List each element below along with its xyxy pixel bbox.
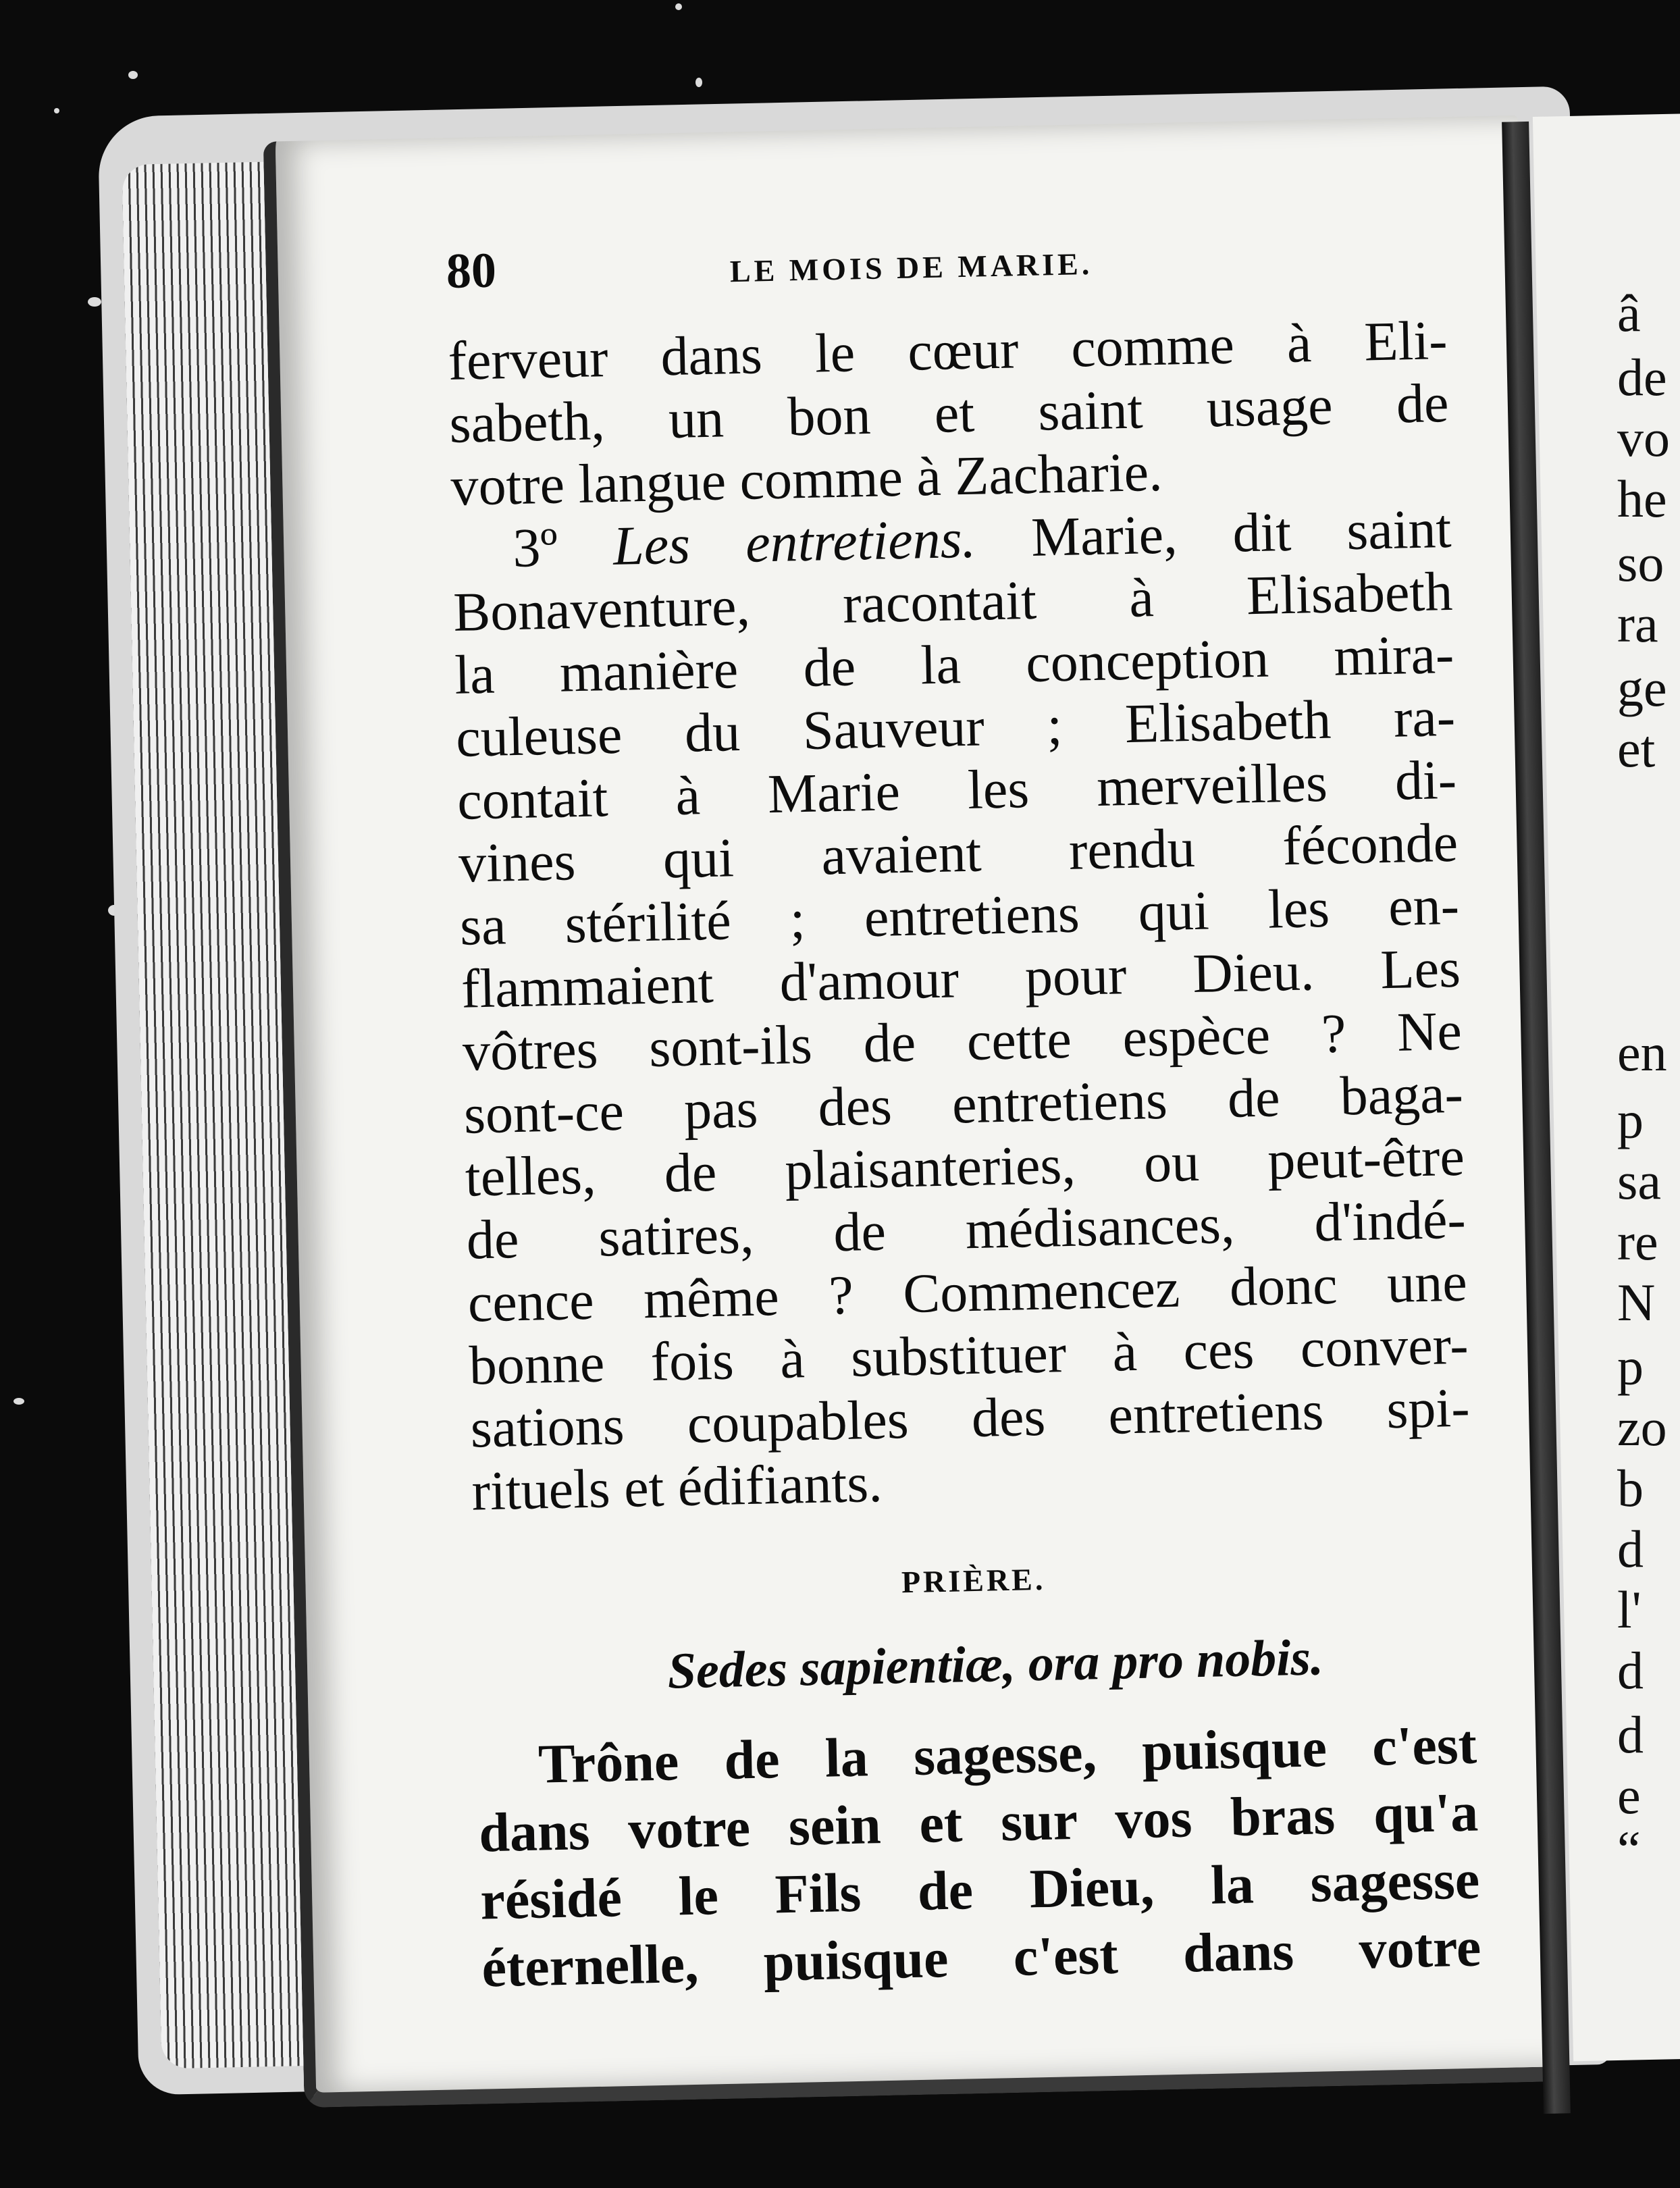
- text-line: contait à Marie les merveilles di-: [456, 748, 1457, 831]
- prayer-line: résidé le Fils de Dieu, la sagesse: [479, 1848, 1481, 1931]
- facing-fragment: vo: [1617, 409, 1670, 467]
- page-number: 80: [446, 242, 497, 299]
- facing-fragment: so: [1617, 533, 1664, 592]
- facing-fragment: “: [1617, 1820, 1641, 1879]
- facing-fragment: sa: [1617, 1151, 1661, 1210]
- text-segment: Marie, dit saint: [1030, 497, 1452, 568]
- facing-fragment: zo: [1617, 1398, 1667, 1457]
- prayer-latin-invocation: Sedes sapientiæ, ora pro nobis.: [666, 1629, 1324, 1700]
- dust-speck: [675, 3, 682, 10]
- text-line: sations coupables des entretiens spi-: [469, 1376, 1471, 1459]
- dust-speck: [54, 108, 59, 113]
- facing-fragment: l': [1617, 1580, 1642, 1639]
- text-line: vines qui avaient rendu féconde: [458, 811, 1459, 894]
- facing-fragment: et: [1617, 719, 1656, 778]
- facing-fragment: ra: [1617, 594, 1658, 653]
- facing-fragment: en: [1617, 1023, 1667, 1082]
- section-number: 3º: [512, 516, 558, 579]
- text-line: sabeth, un bon et saint usage de: [448, 371, 1450, 454]
- page-content: [446, 222, 1481, 2002]
- facing-fragment: e: [1617, 1766, 1641, 1825]
- running-head-title: LE MOIS DE MARIE.: [729, 246, 1093, 289]
- facing-fragment: re: [1617, 1212, 1658, 1271]
- dust-speck: [14, 1398, 24, 1405]
- facing-fragment: p: [1617, 1337, 1644, 1396]
- facing-fragment: p: [1617, 1091, 1644, 1149]
- text-line: cence même ? Commencez donc une: [467, 1251, 1468, 1334]
- text-line: sa stérilité ; entretiens qui les en-: [459, 874, 1460, 957]
- prayer-line: Trône de la sagesse, puisque c'est: [537, 1713, 1477, 1795]
- text-line: culeuse du Sauveur ; Elisabeth ra-: [455, 685, 1456, 769]
- text-line: rituels et édifiants.: [471, 1451, 883, 1522]
- facing-fragment: de: [1617, 348, 1667, 407]
- text-line: telles, de plaisanteries, ou peut-être: [465, 1125, 1465, 1208]
- facing-fragment: ge: [1617, 658, 1667, 717]
- text-line: Bonaventure, racontait à Elisabeth: [452, 560, 1454, 643]
- prayer-line: éternelle, puisque c'est dans votre: [481, 1916, 1482, 1999]
- text-line: vôtres sont-ils de cette espèce ? Ne: [462, 999, 1463, 1083]
- prayer-line: dans votre sein et sur vos bras qu'a: [478, 1781, 1479, 1864]
- facing-fragment: he: [1617, 469, 1667, 528]
- dust-speck: [695, 78, 702, 87]
- text-line: sont-ce pas des entretiens de baga-: [463, 1062, 1464, 1145]
- body-text: [448, 309, 1472, 1523]
- facing-fragment: d: [1617, 1705, 1644, 1764]
- text-line: flammaient d'amour pour Dieu. Les: [461, 937, 1461, 1020]
- dust-speck: [128, 71, 138, 79]
- text-line: de satires, de médisances, d'indé-: [465, 1188, 1467, 1271]
- prayer-text: [477, 1711, 1481, 2002]
- text-line: bonne fois à substituer à ces conver-: [468, 1313, 1469, 1397]
- text-line: ferveur dans le cœur comme à Eli-: [447, 309, 1448, 392]
- section-title: Les entretiens.: [612, 507, 976, 577]
- prayer-heading: PRIÈRE.: [901, 1561, 1046, 1600]
- text-line: votre langue comme à Zacharie.: [450, 440, 1163, 517]
- facing-fragment: b: [1617, 1459, 1644, 1517]
- text-line: la manière de la conception mira-: [454, 623, 1455, 706]
- facing-fragment: d: [1617, 1641, 1644, 1700]
- dust-speck: [88, 297, 101, 307]
- facing-fragment: d: [1617, 1519, 1644, 1578]
- facing-fragment: N: [1617, 1273, 1656, 1332]
- facing-page-text: [1617, 0, 1680, 2188]
- facing-fragment: â: [1617, 284, 1641, 342]
